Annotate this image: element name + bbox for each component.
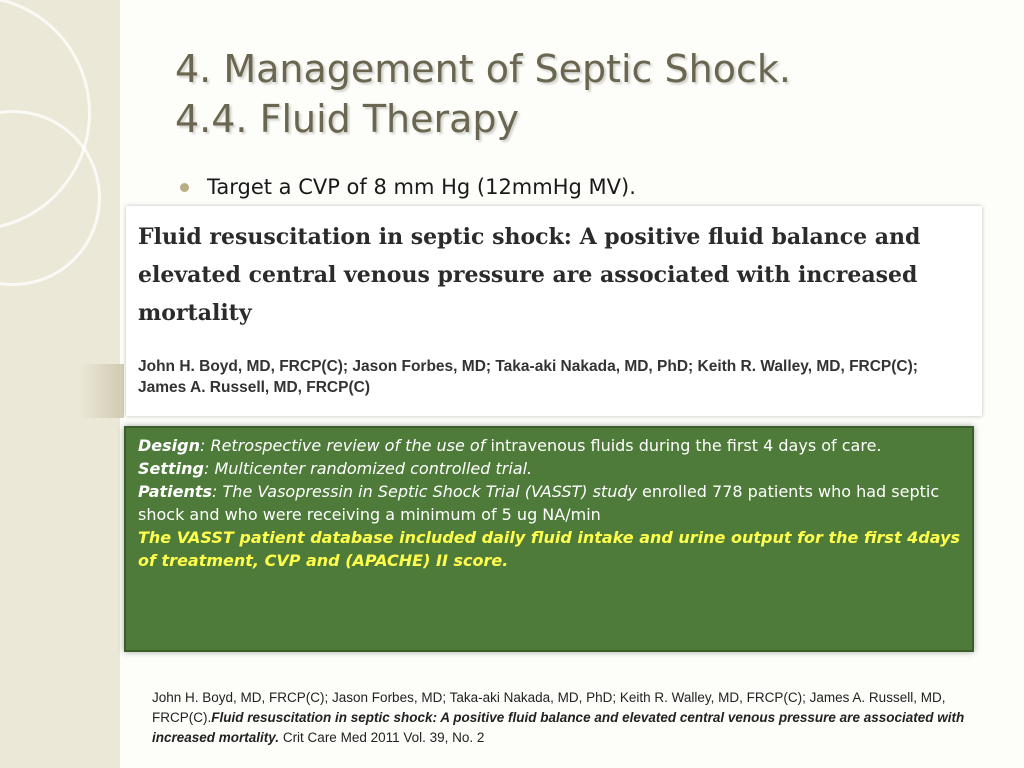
reference-citation: [152, 688, 1002, 748]
reference-authors: John H. Boyd, MD, FRCP(C); Jason Forbes, MD; Taka-aki Nakada, MD, PhD; Keith R. Walley, MD, FRCP(C); James A. Russell, MD, FRCP(C).: [152, 690, 946, 725]
patients-paragraph: [138, 480, 960, 526]
patients-italic-text: : The Vasopressin in Septic Shock Trial (VASST) study: [212, 482, 643, 501]
decorative-shadow: [80, 364, 124, 418]
setting-label: Setting: [138, 459, 204, 478]
highlight-text: The VASST patient database included daily fluid intake and urine output for the first 4days of treatment, CVP and (APACHE) II score.: [138, 528, 961, 570]
article-header-image: [126, 206, 982, 416]
study-summary-box: [124, 426, 974, 652]
design-paragraph: [138, 434, 960, 457]
bullet-icon: [180, 183, 189, 192]
article-authors-line-1: John H. Boyd, MD, FRCP(C); Jason Forbes, MD; Taka-aki Nakada, MD, PhD; Keith R. Walley, MD, FRCP(C);: [138, 358, 918, 375]
setting-paragraph: [138, 457, 960, 480]
reference-journal: Crit Care Med 2011 Vol. 39, No. 2: [279, 730, 485, 745]
bullet-text: Target a CVP of 8 mm Hg (12mmHg MV).: [207, 175, 636, 199]
setting-text: : Multicenter randomized controlled trial.: [204, 459, 533, 478]
reference-title: Fluid resuscitation in septic shock: A positive fluid balance and elevated central venous pressure are associated with increased mortality.: [152, 710, 965, 745]
patients-text: enrolled 778 patients who had septic shock and who were receiving a minimum of 5 ug NA/min: [138, 482, 940, 524]
design-label: Design: [138, 436, 200, 455]
bullet-item: [180, 172, 636, 202]
design-text: intravenous fluids during the first 4 days of care.: [490, 436, 882, 455]
design-italic-text: : Retrospective review of the use of: [199, 436, 491, 455]
article-authors: [138, 356, 978, 398]
slide-title-line-1: 4. Management of Septic Shock.: [175, 47, 791, 91]
slide-title: [175, 44, 995, 144]
article-authors-line-2: James A. Russell, MD, FRCP(C): [138, 379, 370, 396]
article-title: Fluid resuscitation in septic shock: A positive fluid balance and elevated central venous pressure are associated with increased mortality: [138, 224, 921, 326]
slide-title-line-2: 4.4. Fluid Therapy: [175, 97, 520, 141]
patients-label: Patients: [138, 482, 213, 501]
